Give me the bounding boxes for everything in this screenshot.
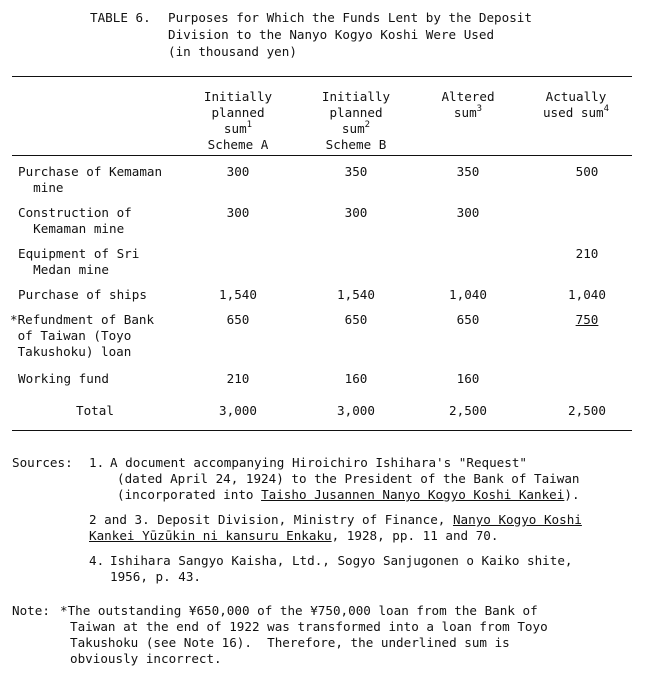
header-line: Actually xyxy=(545,89,607,104)
cell-scheme-a: 1,540 xyxy=(219,287,257,302)
header-line: Initially xyxy=(321,89,391,104)
header-line: Scheme B xyxy=(325,137,387,152)
total-scheme-b: 3,000 xyxy=(337,403,375,418)
cell-scheme-b: 350 xyxy=(344,164,368,179)
note-line-2: Taiwan at the end of 1922 was transformed into a loan from Toyo xyxy=(70,619,548,634)
header-line: Altered xyxy=(441,89,495,104)
caption-line-2: Division to the Nanyo Kogyo Koshi Were Used xyxy=(168,27,495,42)
total-actually-used: 2,500 xyxy=(568,403,606,418)
cell-scheme-b: 650 xyxy=(344,312,368,327)
header-line: sum xyxy=(341,121,365,136)
row-label: Takushoku) loan xyxy=(10,344,132,359)
cited-title: Taisho Jusannen Nanyo Kogyo Koshi Kankei xyxy=(261,487,565,502)
bottom-rule xyxy=(12,430,632,431)
note-line-1: *The outstanding ¥650,000 of the ¥750,000 loan from the Bank of xyxy=(60,603,538,618)
note-line-4: obviously incorrect. xyxy=(70,651,222,666)
header-line: Scheme A xyxy=(207,137,269,152)
source-number: 4. xyxy=(89,553,105,568)
header-line: sum xyxy=(223,121,247,136)
cell-scheme-a: 210 xyxy=(226,371,250,386)
header-line: Initially xyxy=(203,89,273,104)
cited-title: Kankei Yūzūkin ni kansuru Enkaku xyxy=(89,528,332,543)
header-line: planned xyxy=(211,105,265,120)
header-rule xyxy=(12,155,632,156)
row-label: Kemaman mine xyxy=(18,221,125,236)
sources-label: Sources: xyxy=(12,455,73,470)
cell-actually-used-underlined: 750 xyxy=(575,312,599,327)
row-label: Equipment of Sri xyxy=(18,246,140,261)
cell-altered-sum: 1,040 xyxy=(449,287,487,302)
note-label: Note: xyxy=(12,603,50,618)
top-rule xyxy=(12,76,632,77)
caption-line-3: (in thousand yen) xyxy=(168,44,297,59)
footnote-marker: 2 xyxy=(364,120,371,130)
note-line-3: Takushoku (see Note 16). Therefore, the underlined sum is xyxy=(70,635,510,650)
source-4-line-1: Ishihara Sangyo Kaisha, Ltd., Sogyo Sanjugonen o Kaiko shite, xyxy=(110,553,573,568)
source-number: 2 and 3. xyxy=(89,512,150,527)
text-span: ). xyxy=(564,487,580,502)
row-label: Construction of xyxy=(18,205,132,220)
text-span: , 1928, pp. 11 and 70. xyxy=(331,528,499,543)
cell-altered-sum: 300 xyxy=(456,205,480,220)
row-label: Medan mine xyxy=(18,262,109,277)
caption-line-1: Purposes for Which the Funds Lent by the Deposit xyxy=(168,10,532,25)
cell-scheme-a: 300 xyxy=(226,164,250,179)
row-label: Purchase of ships xyxy=(18,287,147,302)
cell-altered-sum: 350 xyxy=(456,164,480,179)
row-label: of Taiwan (Toyo xyxy=(10,328,132,343)
header-line: used sum xyxy=(542,105,604,120)
cell-scheme-a: 300 xyxy=(226,205,250,220)
cell-altered-sum: 650 xyxy=(456,312,480,327)
source-23-line-2 xyxy=(89,528,498,544)
source-number: 1. xyxy=(89,455,105,470)
cell-actually-used: 500 xyxy=(575,164,599,179)
total-label: Total xyxy=(76,403,114,418)
table-label: TABLE 6. xyxy=(90,10,151,25)
header-line: planned xyxy=(329,105,383,120)
cell-scheme-b: 160 xyxy=(344,371,368,386)
text-span: Deposit Division, Ministry of Finance, xyxy=(157,512,453,527)
row-label: Working fund xyxy=(18,371,109,386)
total-scheme-a: 3,000 xyxy=(219,403,257,418)
footnote-marker: 4 xyxy=(603,104,610,114)
footnote-marker: 3 xyxy=(476,104,483,114)
source-1-line-3 xyxy=(117,487,580,503)
source-1-line-2: (dated April 24, 1924) to the President of the Bank of Taiwan xyxy=(117,471,580,486)
row-label: Purchase of Kemaman xyxy=(18,164,163,179)
row-label: *Refundment of Bank xyxy=(10,312,155,327)
source-23-line-1 xyxy=(89,512,582,528)
source-4-line-2: 1956, p. 43. xyxy=(110,569,201,584)
source-1-line-1: A document accompanying Hiroichiro Ishihara's "Request" xyxy=(110,455,528,470)
cell-scheme-a: 650 xyxy=(226,312,250,327)
row-label: mine xyxy=(18,180,64,195)
header-line: sum xyxy=(453,105,477,120)
cell-scheme-b: 1,540 xyxy=(337,287,375,302)
total-altered-sum: 2,500 xyxy=(449,403,487,418)
cell-actually-used: 1,040 xyxy=(568,287,606,302)
cell-scheme-b: 300 xyxy=(344,205,368,220)
cell-altered-sum: 160 xyxy=(456,371,480,386)
footnote-marker: 1 xyxy=(246,120,253,130)
cell-actually-used: 210 xyxy=(575,246,599,261)
cited-title: Nanyo Kogyo Koshi xyxy=(452,512,582,527)
text-span: (incorporated into xyxy=(117,487,262,502)
